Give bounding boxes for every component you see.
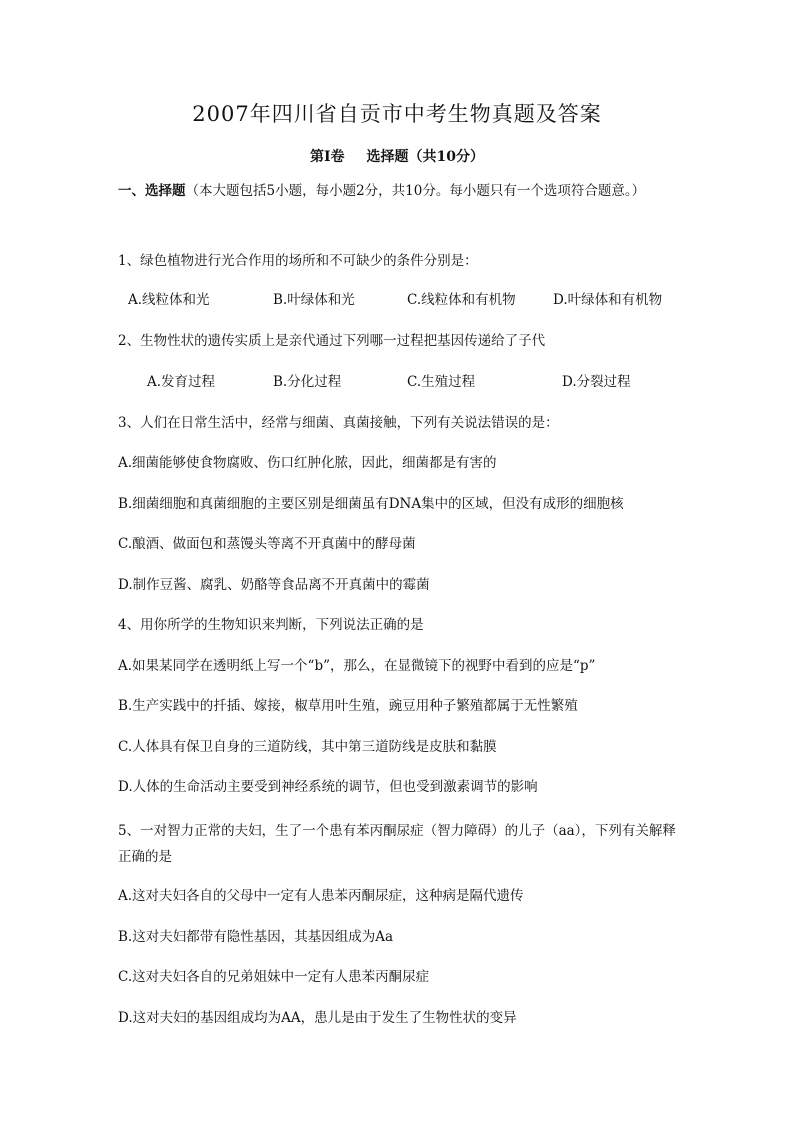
question-4-option-b: B.生产实践中的扦插、嫁接，椒草用叶生殖，豌豆用种子繁殖都属于无性繁殖	[118, 698, 578, 714]
page-title: 2007年四川省自贡市中考生物真题及答案	[192, 102, 602, 126]
section-name: 选择题（共10分）	[366, 149, 485, 165]
question-3-option-b: B.细菌细胞和真菌细胞的主要区别是细菌虽有DNA集中的区域，但没有成形的细胞核	[118, 496, 624, 512]
question-5-option-c: C.这对夫妇各自的兄弟姐妹中一定有人患苯丙酮尿症	[118, 969, 430, 985]
instructions-text: （本大题包括5小题，每小题2分，共10分。每小题只有一个选项符合题意。）	[185, 183, 646, 199]
question-2-option-c: C.生殖过程	[407, 374, 476, 390]
question-1-option-d: D.叶绿体和有机物	[553, 292, 663, 308]
instructions-heading: 一、选择题	[118, 183, 186, 199]
question-2-option-a: A.发育过程	[147, 374, 216, 390]
section-part: 第I卷	[309, 149, 345, 165]
question-5-option-d: D.这对夫妇的基因组成均为AA，患儿是由于发生了生物性状的变异	[118, 1010, 517, 1026]
question-3-option-d: D.制作豆酱、腐乳、奶酪等食品离不开真菌中的霉菌	[118, 577, 430, 593]
question-2-option-b: B.分化过程	[273, 374, 342, 390]
question-3-option-a: A.细菌能够使食物腐败、伤口红肿化脓，因此，细菌都是有害的	[118, 455, 497, 471]
question-4-stem: 4、用你所学的生物知识来判断，下列说法正确的是	[118, 617, 424, 633]
question-1-option-a: A.线粒体和光	[128, 292, 210, 308]
question-4-option-a: A.如果某同学在透明纸上写一个“b”，那么，在显微镜下的视野中看到的应是“p”	[118, 658, 596, 674]
question-1-stem: 1、绿色植物进行光合作用的场所和不可缺少的条件分别是：	[118, 253, 478, 269]
question-5-stem: 5、一对智力正常的夫妇，生了一个患有苯丙酮尿症（智力障碍）的儿子（aa），下列有关解释正确的是	[118, 823, 676, 865]
question-2-stem: 2、生物性状的遗传实质上是亲代通过下列哪一过程把基因传递给了子代	[118, 333, 546, 349]
question-1-option-b: B.叶绿体和光	[273, 292, 355, 308]
question-3-option-c: C.酿酒、做面包和蒸馒头等离不开真菌中的酵母菌	[118, 536, 416, 552]
question-1-option-c: C.线粒体和有机物	[407, 292, 516, 308]
question-4-option-d: D.人体的生命活动主要受到神经系统的调节，但也受到激素调节的影响	[118, 779, 538, 795]
section-heading	[0, 146, 794, 166]
question-4-option-c: C.人体具有保卫自身的三道防线，其中第三道防线是皮肤和黏膜	[118, 739, 497, 755]
question-5-option-b: B.这对夫妇都带有隐性基因，其基因组成为Aa	[118, 929, 394, 945]
question-5-option-a: A.这对夫妇各自的父母中一定有人患苯丙酮尿症，这种病是隔代遗传	[118, 888, 524, 904]
question-3-stem: 3、人们在日常生活中，经常与细菌、真菌接触，下列有关说法错误的是：	[118, 415, 559, 431]
instructions	[118, 181, 678, 201]
question-2-option-d: D.分裂过程	[562, 374, 631, 390]
